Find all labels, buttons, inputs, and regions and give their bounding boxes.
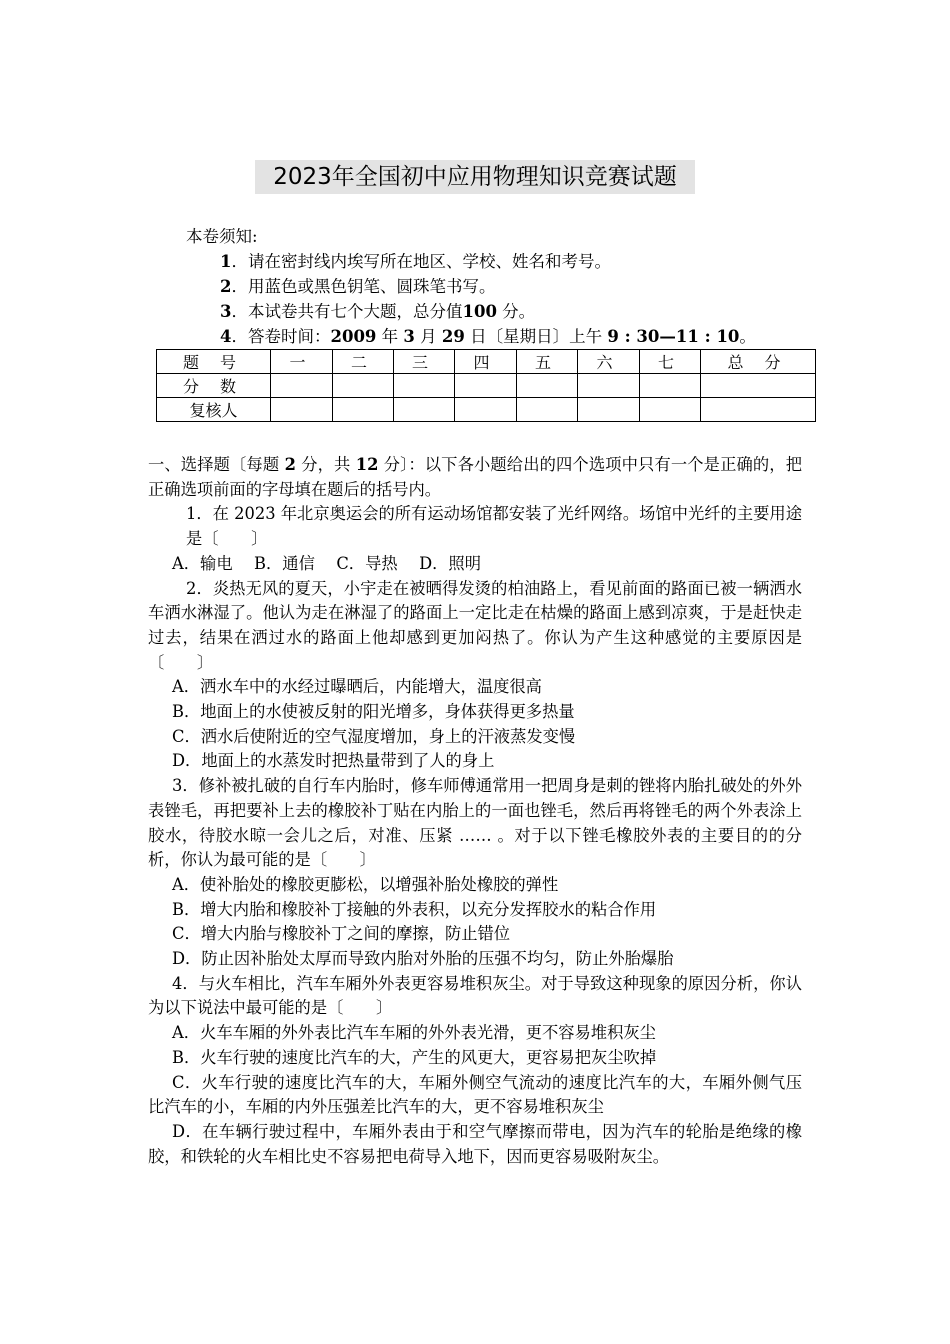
score-cell[interactable] [517, 374, 578, 398]
score-header-cell: 三 [394, 350, 455, 374]
notice-num: 2 [220, 277, 232, 296]
score-cell[interactable] [271, 398, 333, 422]
section-intro-text: 分〕：以下各小题给出的四个选项中只有一个是正确的，把正确选项前面的字母填在题后的括号内。 [148, 455, 802, 499]
score-cell[interactable] [333, 374, 394, 398]
section-intro [148, 453, 802, 502]
option: A．火车车厢的外外表比汽车车厢的外外表光滑，更不容易堆积灰尘 [172, 1023, 656, 1043]
score-cell[interactable] [455, 398, 517, 422]
notice-bold: 29 [441, 327, 465, 346]
exam-body [148, 453, 802, 1169]
question-3-stem: 3．修补被扎破的自行车内胎时，修车师傅通常用一把周身是刺的锉将内胎扎破处的外外表锉毛，再把要补上去的橡胶补丁贴在内胎上的一面也锉毛，然后再将锉毛的两个外表涂上胶水，待胶水晾一会儿之后，对准、压紧 …… 。对于以下锉毛橡胶外表的主要目的的分析，你认为最可能的是〔 〕 [148, 776, 802, 870]
score-header-cell: 题 号 [157, 350, 271, 374]
notice-block [186, 224, 756, 349]
notice-text: 月 [414, 327, 442, 346]
notice-num: 1 [220, 252, 232, 271]
option: D．防止因补胎处太厚而导致内胎对外胎的压强不均匀，防止外胎爆胎 [172, 949, 674, 969]
score-cell[interactable] [271, 374, 333, 398]
notice-text: ．用蓝色或黑色钥笔、圆珠笔书写。 [231, 277, 496, 296]
score-cell[interactable] [701, 398, 816, 422]
option: C．洒水后使附近的空气湿度增加，身上的汗液蒸发变慢 [172, 726, 576, 746]
notice-num: 4 [220, 327, 232, 346]
score-cell[interactable] [640, 398, 701, 422]
notice-num: 3 [220, 302, 232, 321]
section-intro-bold: 2 [284, 455, 296, 474]
score-cell[interactable] [578, 398, 640, 422]
question-1-options: A．输电 B．通信 C．导热 D．照明 [172, 553, 481, 573]
score-cell[interactable] [333, 398, 394, 422]
score-header-cell: 二 [333, 350, 394, 374]
option: B．火车行驶的速度比汽车的大，产生的风更大，更容易把灰尘吹掉 [172, 1047, 657, 1067]
score-table [156, 349, 816, 422]
option: C．火车行驶的速度比汽车的大，车厢外侧空气流动的速度比汽车的大，车厢外侧气压比汽车的小，车厢的内外压强差比汽车的大，更不容易堆积灰尘 [148, 1072, 802, 1117]
option: D．地面上的水蒸发时把热量带到了人的身上 [172, 751, 495, 771]
option: A．使补胎处的橡胶更膨松，以增强补胎处橡胶的弹性 [172, 874, 559, 894]
score-cell[interactable] [701, 374, 816, 398]
score-header-cell: 四 [455, 350, 517, 374]
score-header-cell: 一 [271, 350, 333, 374]
option: B．地面上的水使被反射的阳光增多，身体获得更多热量 [172, 702, 575, 722]
notice-text: ．请在密封线内埃写所在地区、学校、姓名和考号。 [231, 252, 611, 271]
option: A．洒水车中的水经过曝晒后，内能增大，温度很高 [172, 677, 542, 697]
score-cell[interactable] [455, 374, 517, 398]
notice-text: 分。 [496, 302, 536, 321]
notice-text: ．本试卷共有七个大题，总分值 [231, 302, 463, 321]
score-header-cell: 七 [640, 350, 701, 374]
option: C．增大内胎与橡胶补丁之间的摩擦，防止错位 [172, 924, 511, 944]
score-row-label: 复核人 [157, 398, 271, 422]
score-cell[interactable] [578, 374, 640, 398]
question-2-stem: 2．炎热无风的夏天，小宇走在被晒得发烫的柏油路上，看见前面的路面已被一辆洒水车洒水淋湿了。他认为走在淋湿了的路面上一定比走在枯燥的路面上感到凉爽，于是赶快走过去，结果在洒过水的路面上他却感到更加闷热了。你认为产生这种感觉的主要原因是〔 〕 [148, 578, 802, 672]
page-title: 2023年全国初中应用物理知识竞赛试题 [255, 160, 695, 194]
notice-item-2 [186, 274, 756, 299]
section-intro-text: 一、选择题〔每题 [148, 455, 285, 474]
notice-text: 年 [376, 327, 404, 346]
notice-heading: 本卷须知: [186, 227, 258, 246]
notice-item-3 [186, 299, 756, 324]
notice-item-1 [186, 249, 756, 274]
option: B．增大内胎和橡胶补丁接触的外表积，以充分发挥胶水的粘合作用 [172, 899, 657, 919]
score-header-cell: 总 分 [701, 350, 816, 374]
notice-text: ．答卷时间： [231, 327, 331, 346]
question-4-stem: 4．与火车相比，汽车车厢外外表更容易堆积灰尘。对于导致这种现象的原因分析，你认为以下说法中最可能的是〔 〕 [148, 973, 802, 1018]
score-cell[interactable] [640, 374, 701, 398]
score-header-cell: 六 [578, 350, 640, 374]
notice-bold: 3 [403, 327, 415, 346]
score-cell[interactable] [394, 374, 455, 398]
score-header-cell: 五 [517, 350, 578, 374]
score-row-label: 分 数 [157, 374, 271, 398]
section-intro-text: 分，共 [295, 455, 356, 474]
score-cell[interactable] [517, 398, 578, 422]
notice-bold: 100 [462, 302, 497, 321]
score-cell[interactable] [394, 398, 455, 422]
option: D．在车辆行驶过程中，车厢外表由于和空气摩擦而带电，因为汽车的轮胎是绝缘的橡胶，和铁轮的火车相比史不容易把电荷导入地下，因而更容易吸附灰尘。 [148, 1121, 802, 1166]
score-table-row [157, 398, 816, 422]
score-table-header-row [157, 350, 816, 374]
question-1-stem: 1．在 2023 年北京奥运会的所有运动场馆都安装了光纤网络。场馆中光纤的主要用途是〔 〕 [186, 504, 802, 549]
notice-text: 日〔星期日〕上午 [464, 327, 608, 346]
section-intro-bold: 12 [355, 455, 379, 474]
notice-bold: 9 : 30—11 : 10 [607, 327, 740, 346]
notice-bold: 2009 [330, 327, 377, 346]
notice-text: 。 [739, 327, 756, 346]
score-table-row [157, 374, 816, 398]
notice-item-4 [186, 324, 756, 349]
